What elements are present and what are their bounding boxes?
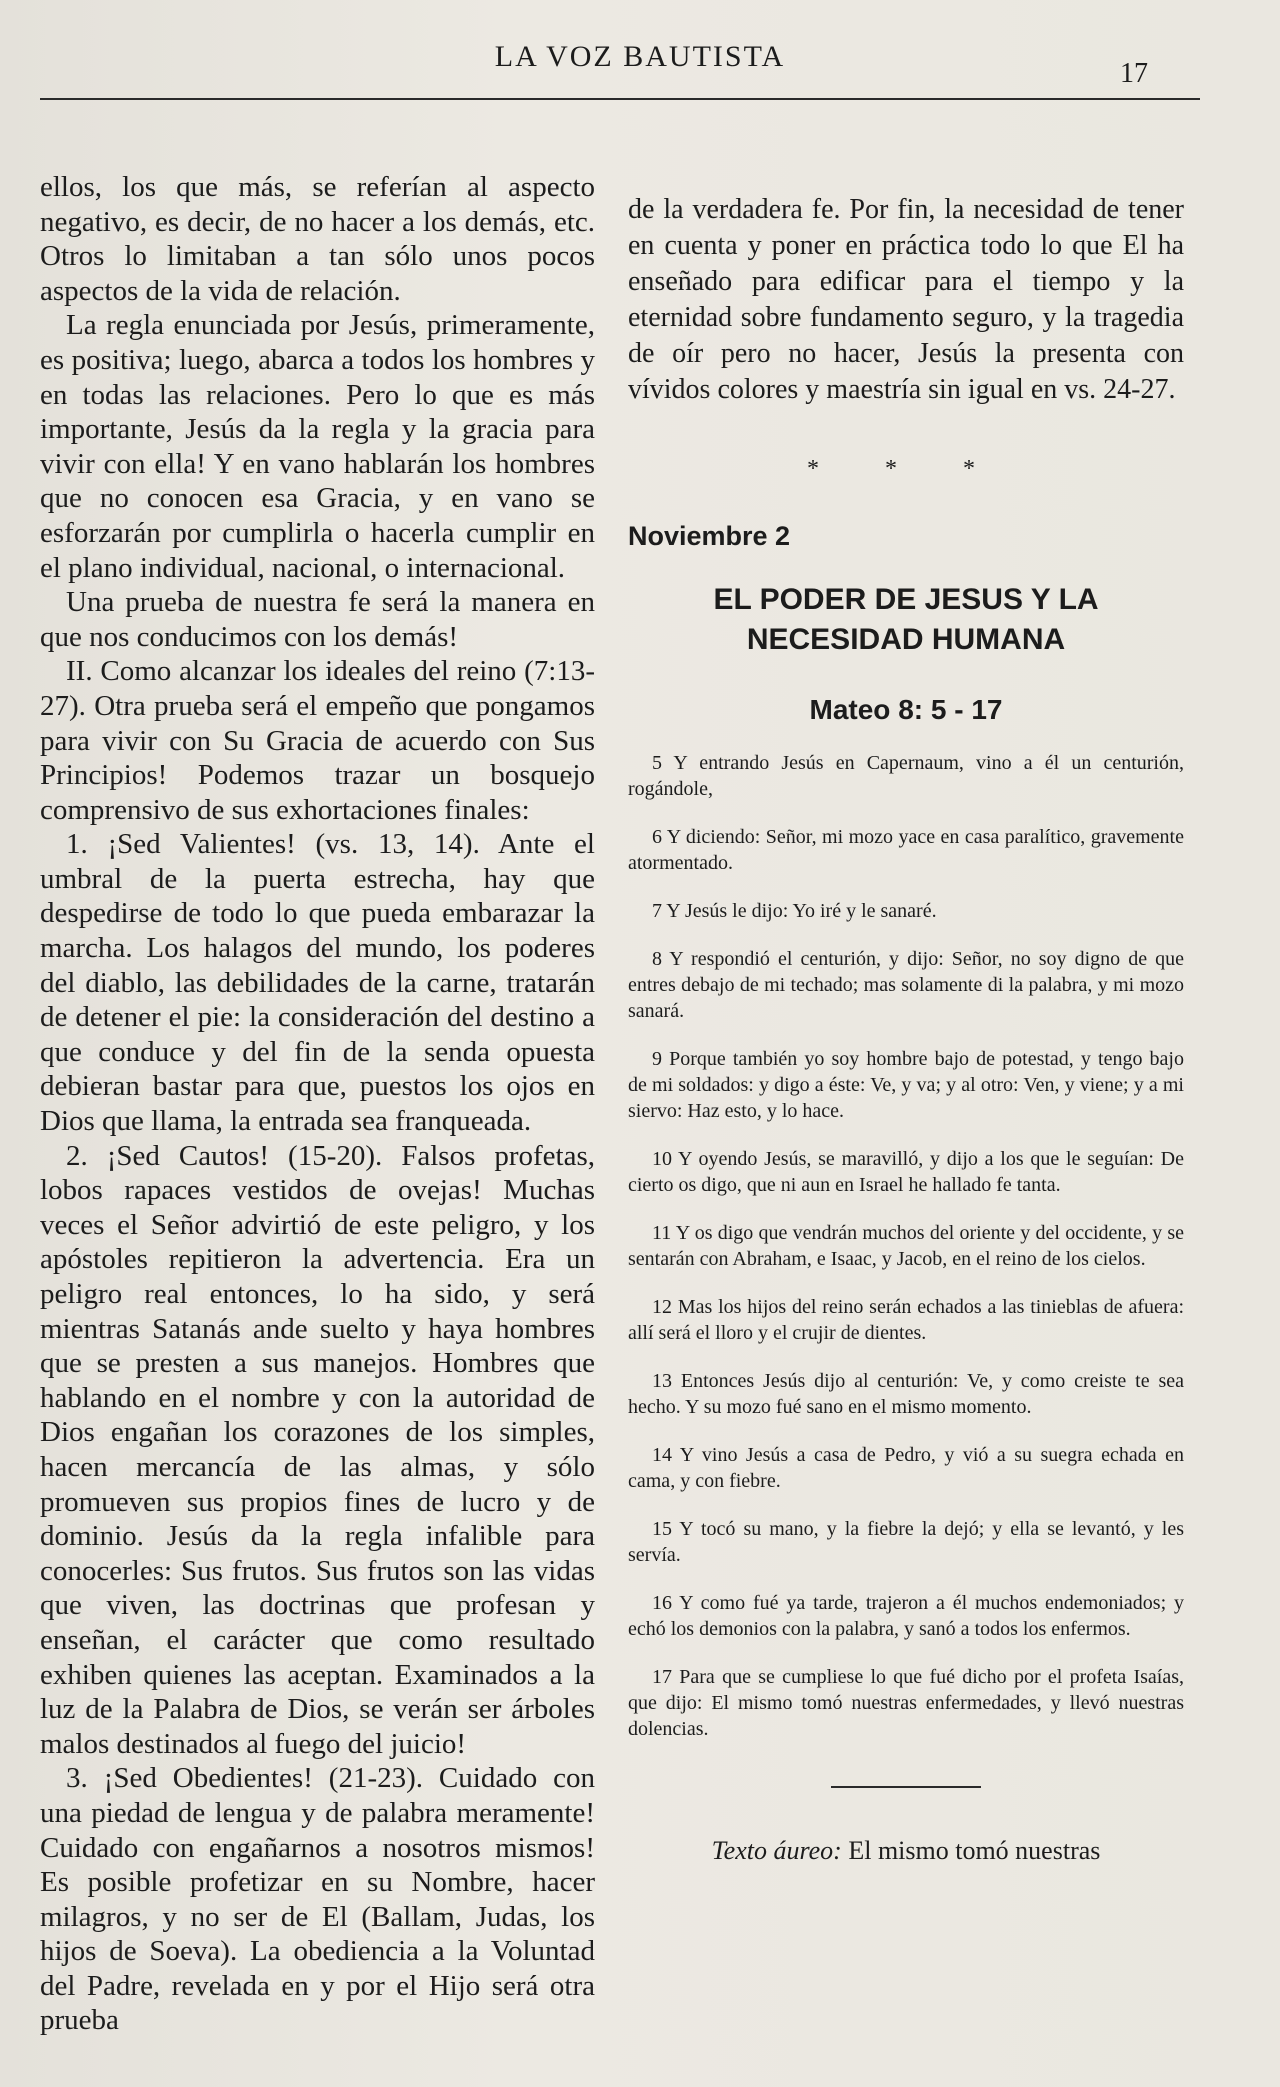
left-column <box>40 170 595 2038</box>
golden-text-body: El mismo tomó nuestras <box>848 1836 1101 1865</box>
verse: 9 Porque también yo soy hombre bajo de potestad, y tengo bajo de mi soldados: y digo a éste: Ve, y va; y al otro: Ven, y viene; y a mi siervo: Haz esto, y lo hace. <box>628 1048 1184 1122</box>
scripture-reference: Mateo 8: 5 - 17 <box>809 694 1003 725</box>
verse: 12 Mas los hijos del reino serán echados a las tinieblas de afuera: allí será el lloro y el crujir de dientes. <box>628 1296 1184 1344</box>
verse: 16 Y como fué ya tarde, trajeron a él muchos endemoniados; y echó los demonios con la palabra, y sanó a todos los enfermos. <box>628 1592 1184 1640</box>
lesson-date: Noviembre 2 <box>628 521 791 551</box>
publication-title: LA VOZ BAUTISTA <box>494 40 786 73</box>
paragraph: 3. ¡Sed Obedientes! (21-23). Cuidado con una piedad de lengua y de palabra meramente! Cuidado con engañarnos a nosotros mismos! Es posible profetizar en su Nombre, hacer milagros, y no ser de El (Ballam, Judas, los hijos de Soeva). La obediencia a la Voluntad del Padre, revelada en y por el Hijo será otra prueba <box>40 1762 595 2037</box>
paragraph: II. Como alcanzar los ideales del reino (7:13-27). Otra prueba será el empeño que pongamos para vivir con Su Gracia de acuerdo con Sus Principios! Podemos trazar un bosquejo comprensivo de sus exhortaciones finales: <box>40 655 595 826</box>
verse: 15 Y tocó su mano, y la fiebre la dejó; y ella se levantó, y les servía. <box>628 1518 1184 1566</box>
header-rule <box>40 98 1200 100</box>
verse: 5 Y entrando Jesús en Capernaum, vino a él un centurión, rogándole, <box>628 752 1184 800</box>
verse: 10 Y oyendo Jesús, se maravilló, y dijo a los que le seguían: De cierto os digo, que ni aun en Israel he hallado fe tanta. <box>628 1148 1184 1196</box>
right-column <box>628 192 1184 1866</box>
verse: 7 Y Jesús le dijo: Yo iré y le sanaré. <box>652 900 937 922</box>
paragraph: 1. ¡Sed Valientes! (vs. 13, 14). Ante el umbral de la puerta estrecha, hay que despedirse de todo lo que pueda embarazar la marcha. Los halagos del mundo, los poderes del diablo, las debilidades de la carne, tratarán de detener el pie: la consideración del destino a que conduce y del fin de la senda opuesta debieran bastar para que, puestos los ojos en Dios que llama, la entrada sea franqueada. <box>40 828 595 1138</box>
section-separator: * * * <box>807 456 1005 482</box>
verse: 13 Entonces Jesús dijo al centurión: Ve, y como creiste te sea hecho. Y su mozo fué sano en el mismo momento. <box>628 1370 1184 1418</box>
divider-rule <box>831 1786 981 1788</box>
verse: 6 Y diciendo: Señor, mi mozo yace en casa paralítico, gravemente atormentado. <box>628 826 1184 874</box>
paragraph: 2. ¡Sed Cautos! (15-20). Falsos profetas, lobos rapaces vestidos de ovejas! Muchas veces el Señor advirtió de este peligro, y los apóstoles repitieron la advertencia. Era un peligro real entonces, lo ha sido, y será mientras Satanás ande suelto y haya hombres que se presten a sus manejos. Hombres que hablando en el nombre y con la autoridad de Dios engañan los corazones de los simples, hacen mercancía de las almas, y sólo promueven sus propios fines de lucro y de dominio. Jesús da la regla infalible para conocerles: Sus frutos. Sus frutos son las vidas que viven, las doctrinas que profesan y enseñan, el carácter que como resultado exhiben quienes las aceptan. Examinados a la luz de la Palabra de Dios, se verán ser árboles malos destinados al fuego del juicio! <box>40 1139 595 1760</box>
paragraph: La regla enunciada por Jesús, primeramente, es positiva; luego, abarca a todos los hombres y en todas las relaciones. Pero lo que es más importante, Jesús da la regla y la gracia para vivir con ella! Y en vano hablarán los hombres que no conocen esa Gracia, y en vano se esforzarán por cumplirla o hacerla cumplir en el plano individual, nacional, o internacional. <box>40 309 595 584</box>
golden-text <box>628 1836 1184 1866</box>
verse: 17 Para que se cumpliese lo que fué dicho por el profeta Isaías, que dijo: El mismo tomó nuestras enfermedades, y llevó nuestras dolencias. <box>628 1666 1184 1740</box>
lesson-title: EL PODER DE JESUS Y LA NECESIDAD HUMANA <box>713 583 1099 656</box>
verse: 11 Y os digo que vendrán muchos del oriente y del occidente, y se sentarán con Abraham, e Isaac, y Jacob, en el reino de los cielos. <box>628 1222 1184 1270</box>
paragraph: ellos, los que más, se referían al aspecto negativo, es decir, de no hacer a los demás, etc. Otros lo limitaban a tan sólo unos pocos aspectos de la vida de relación. <box>40 171 595 307</box>
verse: 14 Y vino Jesús a casa de Pedro, y vió a su suegra echada en cama, y con fiebre. <box>628 1444 1184 1492</box>
paragraph: Una prueba de nuestra fe será la manera en que nos conducimos con los demás! <box>40 586 595 653</box>
continued-paragraph: de la verdadera fe. Por fin, la necesidad de tener en cuenta y poner en práctica todo lo que El ha enseñado para edificar para el tiempo y la eternidad sobre fundamento seguro, y la tragedia de oír pero no hacer, Jesús la presenta con vívidos colores y maestría sin igual en vs. 24-27. <box>628 194 1184 405</box>
verse: 8 Y respondió el centurión, y dijo: Señor, no soy digno de que entres debajo de mi techado; mas solamente di la palabra, y mi mozo sanará. <box>628 948 1184 1022</box>
golden-text-label: Texto áureo: <box>711 1836 842 1865</box>
page-number: 17 <box>1120 58 1148 89</box>
